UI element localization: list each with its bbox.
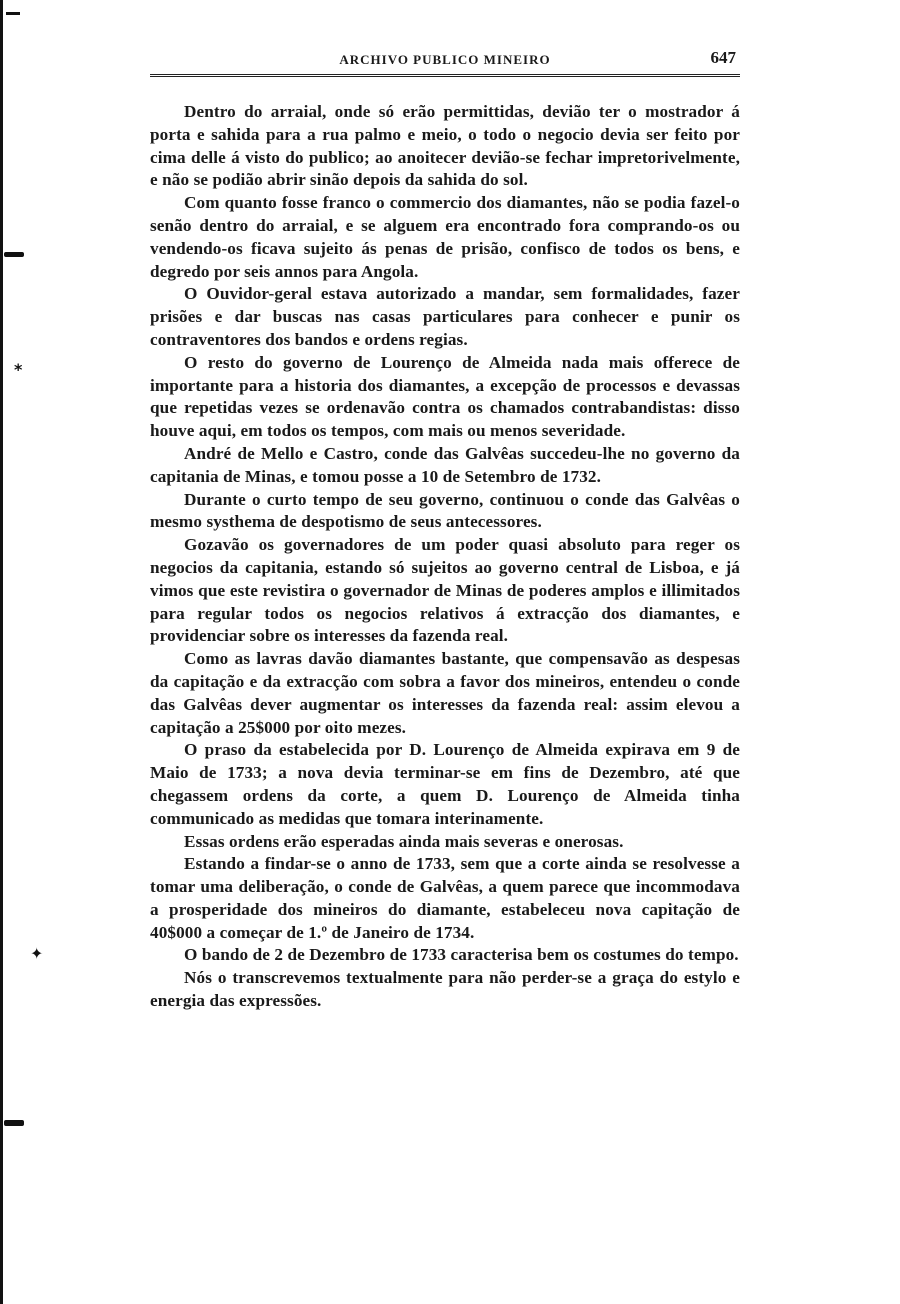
paragraph: Como as lavras davão diamantes bastante, que compensavão as despesas da capitação e da extracção com sobra a favor dos mineiros, entendeu o conde das Galvêas dever augmentar os interesses da fazenda real: assim elevou a capitação a 25$000 por oito mezes. [150,649,740,737]
paragraph: O Ouvidor-geral estava autorizado a mandar, sem formalidades, fazer prisões e dar buscas nas casas particulares para conhecer e punir os contraventores dos bandos e ordens regias. [150,284,740,349]
paragraph: Essas ordens erão esperadas ainda mais severas e onerosas. [184,831,624,851]
paragraph: Dentro do arraial, onde só erão permittidas, devião ter o mostrador á porta e sahida para a rua palmo e meio, o todo o negocio devia ser feito por cima delle á visto do publico; ao anoitecer devião-se fechar impretorivelmente, e não se podião abrir sinão depois da sahida do sol. [150,102,740,190]
scan-mark [6,12,20,15]
paragraph: André de Mello e Castro, conde das Galvêas succedeu-lhe no governo da capitania de Minas, e tomou posse a 10 de Setembro de 1732. [150,443,740,486]
page-body [150,101,740,1013]
paragraph: Estando a findar-se o anno de 1733, sem que a corte ainda se resolvesse a tomar uma deliberação, o conde de Galvêas, a quem parece que incommodava a prosperidade dos mineiros do diamante, estabeleceu nova capitação de 40$000 a começar de 1.º de Janeiro de 1734. [150,854,740,942]
scan-mark: ✦ [30,944,44,963]
scan-mark: ⁎ [14,356,23,375]
document-page [150,40,740,1013]
scan-mark [4,252,24,257]
paragraph: Com quanto fosse franco o commercio dos diamantes, não se podia fazel-o senão dentro do arraial, e se alguem era encontrado fora comprando-os ou vendendo-os ficava sujeito ás penas de prisão, confisco de todos os bens, e degredo por seis annos para Angola. [150,193,740,281]
paragraph: O resto do governo de Lourenço de Almeida nada mais offerece de importante para a historia dos diamantes, a excepção de processos e devassas que repetidas vezes se ordenavão contra os chamados contrabandistas: disso houve aqui, em todos os tempos, com mais ou menos severidade. [150,352,740,441]
page-header [150,40,740,70]
scan-mark [4,1120,24,1126]
paragraph: O bando de 2 de Dezembro de 1733 caracterisa bem os costumes do tempo. [184,945,739,965]
running-title: ARCHIVO PUBLICO MINEIRO [339,52,551,67]
paragraph: Gozavão os governadores de um poder quasi absoluto para reger os negocios da capitania, estando só sujeitos ao governo central de Lisboa, e já vimos que este revistira o governador de Minas de poderes amplos e illimitados para regular todos os negocios relativos á extracção dos diamantes, e providenciar sobre os interesses da fazenda real. [150,535,740,646]
page-number: 647 [710,48,736,67]
scan-edge-line [0,0,3,1304]
paragraph: Durante o curto tempo de seu governo, continuou o conde das Galvêas o mesmo systhema de despotismo de seus antecessores. [150,489,740,532]
header-rule [150,74,740,77]
paragraph: Nós o transcrevemos textualmente para não perder-se a graça do estylo e energia das expressões. [150,968,740,1011]
paragraph: O praso da estabelecida por D. Lourenço de Almeida expirava em 9 de Maio de 1733; a nova devia terminar-se em fins de Dezembro, até que chegassem ordens da corte, a quem D. Lourenço de Almeida tinha communicado as medidas que tomara interinamente. [150,740,740,828]
